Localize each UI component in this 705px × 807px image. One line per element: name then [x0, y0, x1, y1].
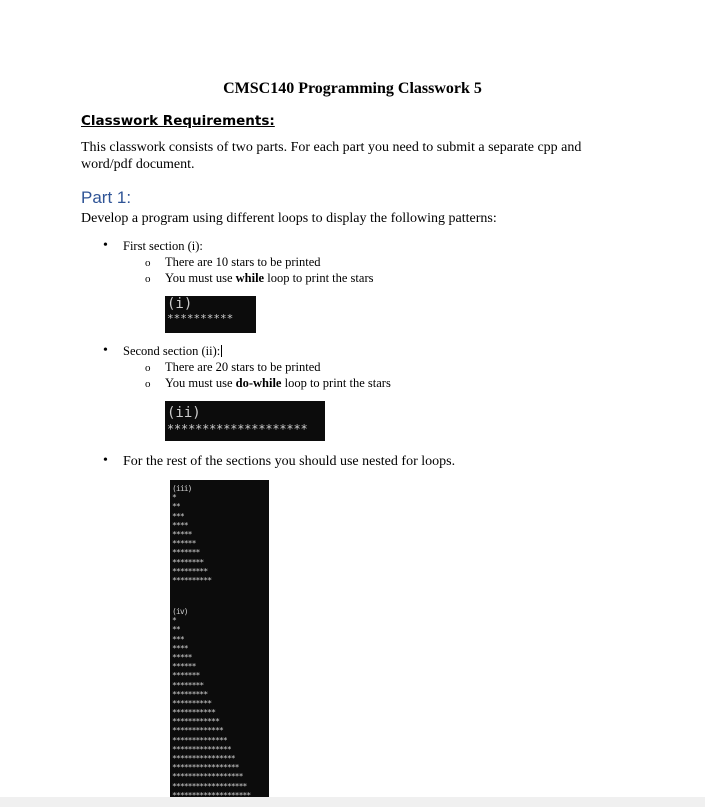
console-line: (i) — [167, 296, 193, 312]
sub-bullet-icon: o — [145, 362, 151, 374]
section-ii-item-1: There are 20 stars to be printed — [165, 360, 321, 374]
sub-bullet-icon: o — [145, 273, 151, 285]
section-i-item-1: There are 10 stars to be printed — [165, 255, 321, 269]
console-line: ***************** — [172, 763, 239, 773]
console-line: *** — [172, 511, 184, 521]
section-nested-label: For the rest of the sections you should use nested for loops. — [123, 454, 456, 469]
console-output-ii — [165, 401, 325, 441]
console-line: ***** — [172, 652, 192, 662]
console-line: ** — [172, 625, 180, 635]
console-line: ********* — [172, 566, 208, 576]
section-ii-item-2: You must use do-while loop to print the stars — [165, 376, 391, 390]
console-line: ****************** — [172, 772, 243, 782]
bullet-icon: • — [103, 343, 108, 358]
console-line: ********* — [172, 689, 208, 699]
part1-description: Develop a program using different loops to display the following patterns: — [81, 211, 497, 226]
console-line: ************* — [172, 726, 223, 736]
section-i-item-2: You must use while loop to print the stars — [165, 271, 374, 285]
console-output-i — [165, 296, 256, 333]
sub-bullet-icon: o — [145, 257, 151, 269]
console-line: ****** — [172, 539, 196, 549]
text-cursor — [221, 345, 222, 357]
section-i-label: First section (i): — [123, 239, 203, 253]
console-line: ******************** — [172, 790, 251, 797]
console-line: ****** — [172, 662, 196, 672]
console-line: ******************** — [167, 422, 308, 436]
console-line: **** — [172, 520, 188, 530]
document-title: CMSC140 Programming Classwork 5 — [223, 80, 482, 97]
console-line: ***** — [172, 529, 192, 539]
requirements-heading: Classwork Requirements: — [81, 113, 275, 129]
console-line: ************** — [172, 735, 227, 745]
console-block-iv — [172, 607, 250, 797]
console-line: ********** — [172, 698, 212, 708]
console-line: ******* — [172, 548, 200, 558]
bullet-icon: • — [103, 238, 108, 253]
window-bottom-strip — [0, 797, 705, 807]
console-line: ********** — [167, 312, 234, 325]
console-line: * — [172, 493, 176, 503]
section-ii-label: Second section (ii): — [123, 344, 221, 358]
console-line: ********** — [172, 575, 212, 585]
console-line: **** — [172, 643, 188, 653]
console-line: ************ — [172, 717, 219, 727]
sub-bullet-icon: o — [145, 378, 151, 390]
console-line: *********** — [172, 708, 216, 718]
console-line: * — [172, 616, 176, 626]
console-line: ******** — [172, 557, 204, 567]
console-line: ** — [172, 502, 180, 512]
bullet-icon: • — [103, 453, 108, 468]
console-line: (ii) — [167, 405, 201, 421]
console-line: ******* — [172, 671, 200, 681]
console-output-nested — [170, 480, 269, 797]
console-line: *** — [172, 634, 184, 644]
part1-heading: Part 1: — [81, 188, 132, 207]
console-line: *************** — [172, 744, 231, 754]
console-line: (iii) — [172, 484, 192, 493]
console-line: ******** — [172, 680, 204, 690]
console-block-iii — [172, 484, 211, 585]
console-line: **************** — [172, 754, 235, 763]
intro-paragraph: This classwork consists of two parts. For each part you need to submit a separate cpp and word/pdf document. — [81, 140, 582, 172]
console-line: ******************* — [172, 781, 247, 791]
console-line: (iv) — [172, 607, 188, 616]
